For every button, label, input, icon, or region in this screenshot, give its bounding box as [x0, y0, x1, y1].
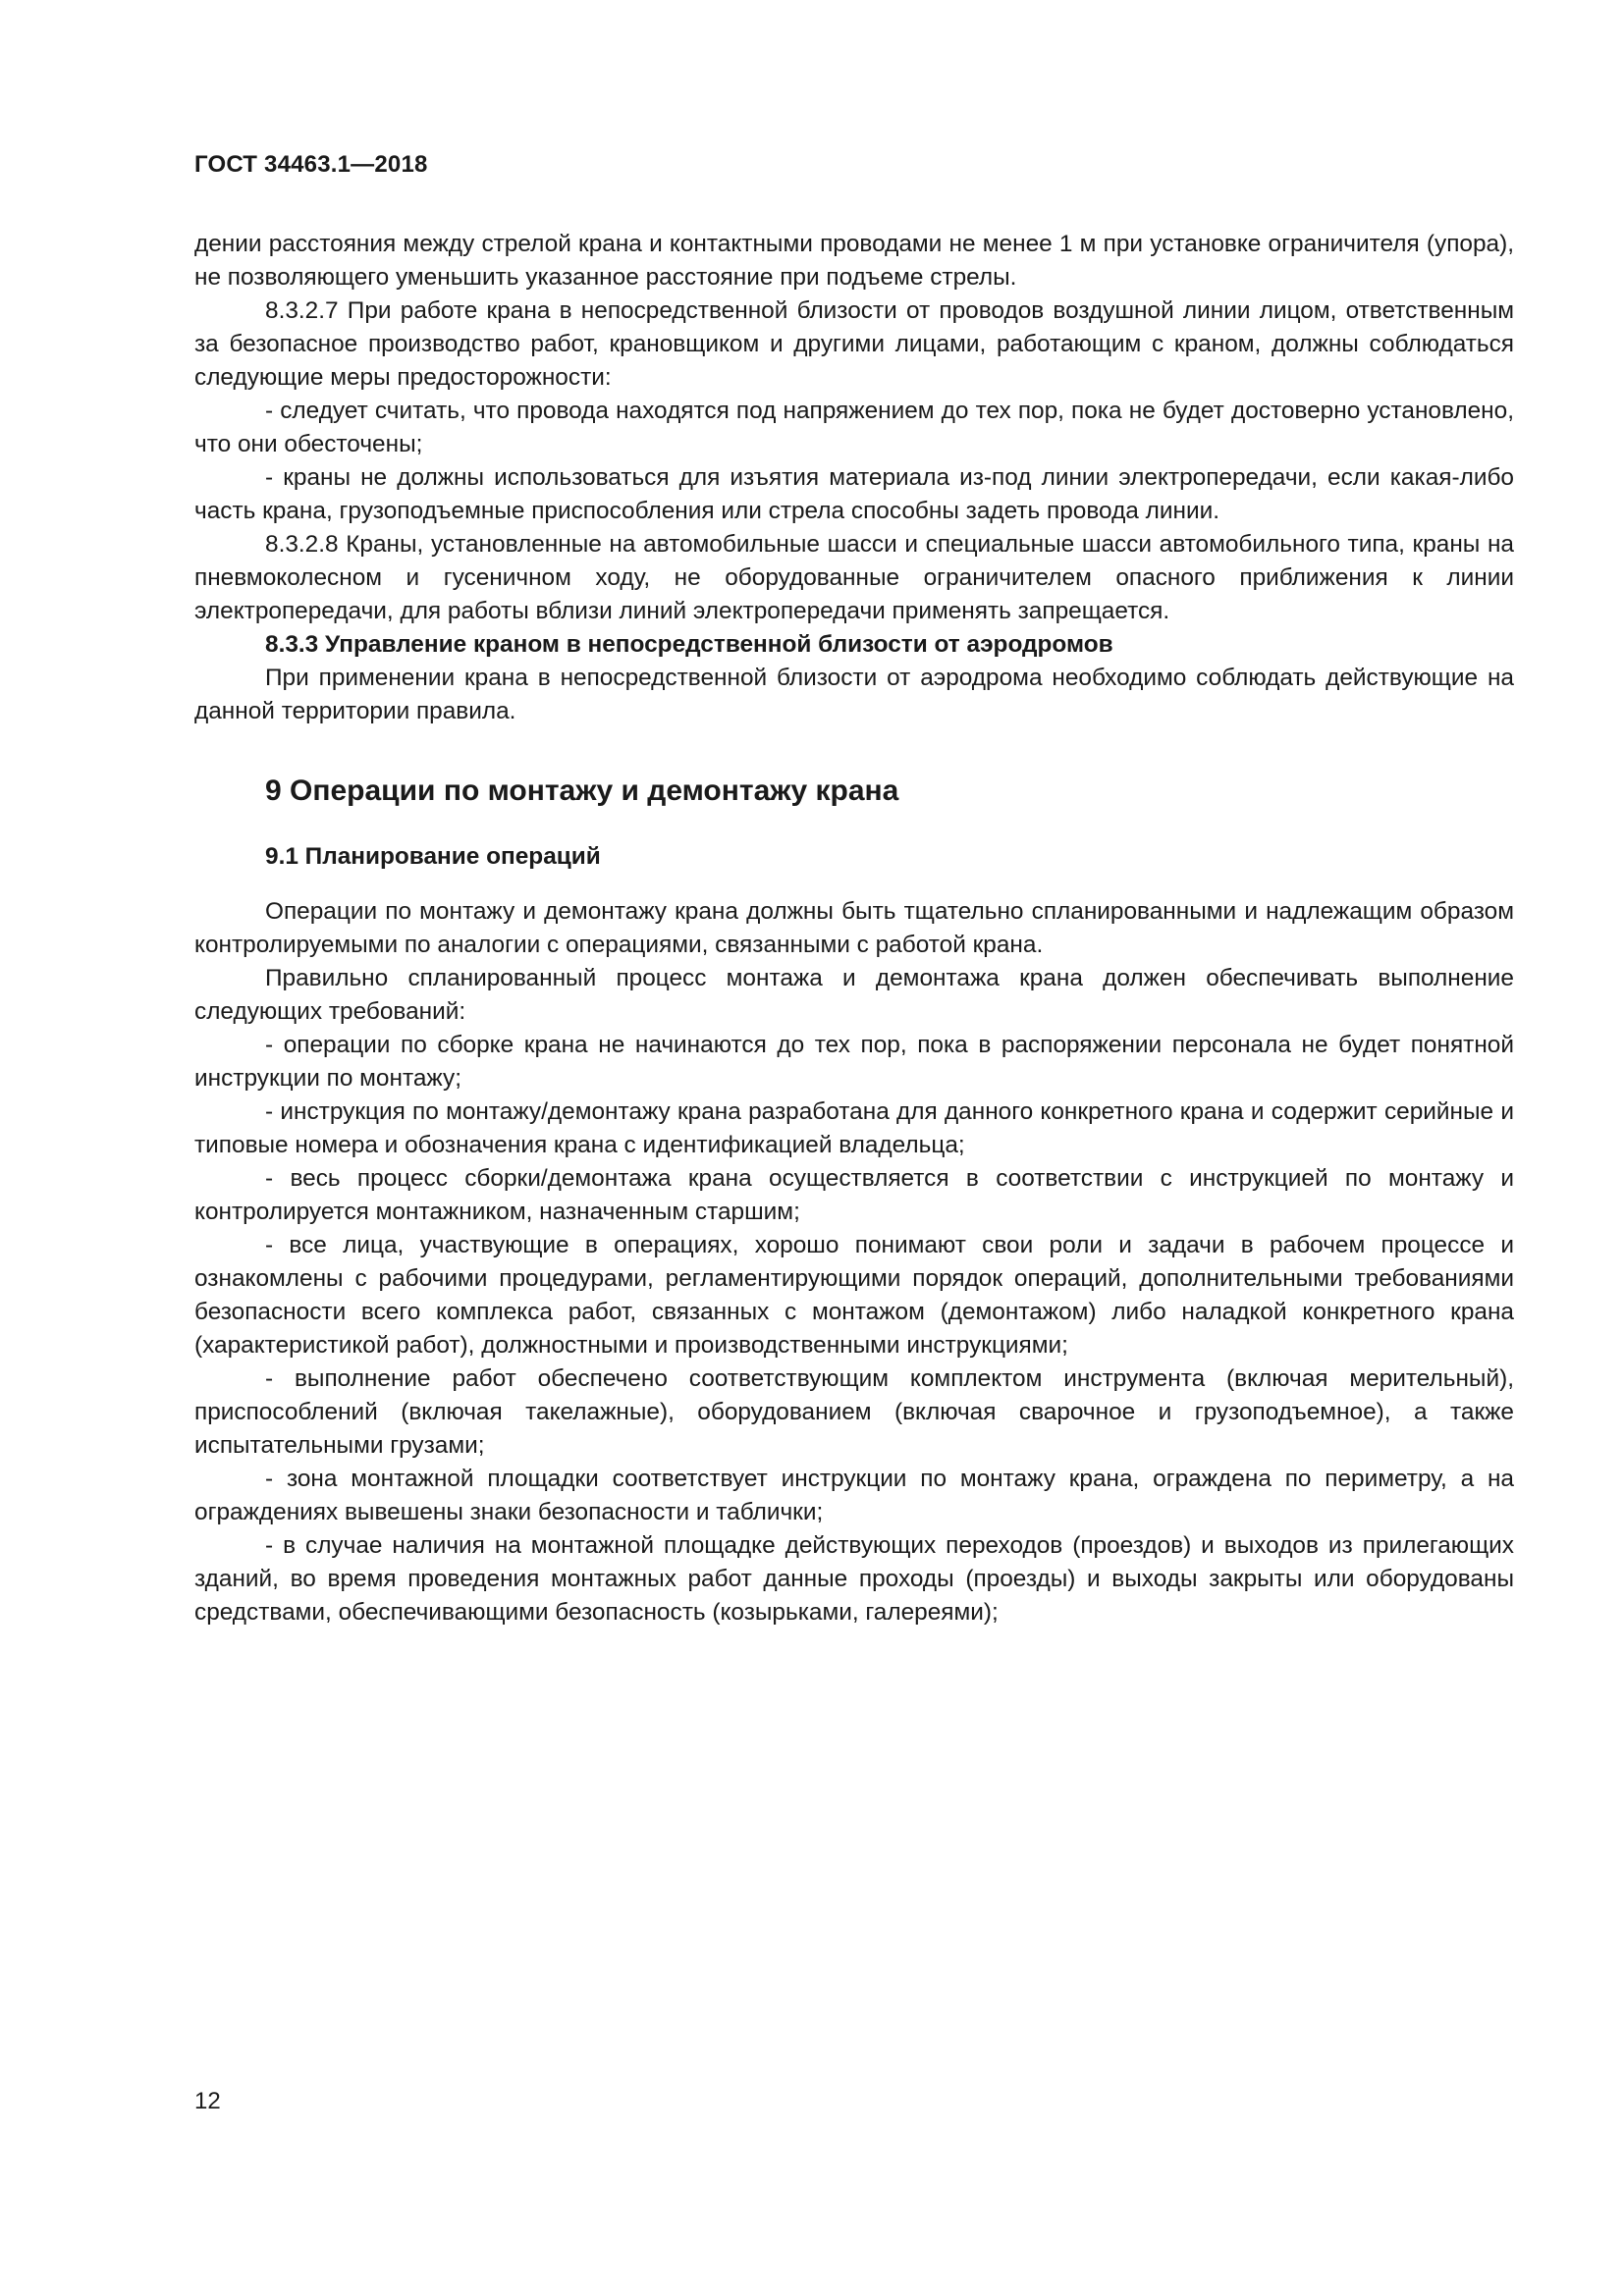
list-item: - весь процесс сборки/демонтажа крана осуществляется в соответствии с инструкцией по монтажу и контролируется монтажником, назначенным старшим;: [194, 1165, 1514, 1225]
list-item: - в случае наличия на монтажной площадке действующих переходов (проездов) и выходов из прилегающих зданий, во время проведения монтажных работ данные проходы (проезды) и выходы закрыты или оборудованы средствами, обеспечивающими безопасность (козырьками, галереями);: [194, 1532, 1514, 1626]
paragraph-planning: Операции по монтажу и демонтажу крана должны быть тщательно спланированными и надлежащим образом контролируемыми по аналогии с операциями, связанными с работой крана.: [194, 898, 1514, 958]
list-item: - зона монтажной площадки соответствует инструкции по монтажу крана, ограждена по периметру, а на ограждениях вывешены знаки безопасности и таблички;: [194, 1466, 1514, 1525]
paragraph-requirements-intro: Правильно спланированный процесс монтажа и демонтажа крана должен обеспечивать выполнение следующих требований:: [194, 965, 1514, 1025]
paragraph-continuation: дении расстояния между стрелой крана и контактными проводами не менее 1 м при установке ограничителя (упора), не позволяющего уменьшить указанное расстояние при подъеме стрелы.: [194, 231, 1514, 291]
list-item: - все лица, участвующие в операциях, хорошо понимают свои роли и задачи в рабочем процессе и ознакомлены с рабочими процедурами, регламентирующими порядок операций, дополнительными требованиями безопасности всего комплекса работ, связанных с монтажом (демонтажом) либо наладкой конкретного крана (характеристикой работ), должностными и производственными инструкциями;: [194, 1232, 1514, 1359]
section-title-9: 9 Операции по монтажу и демонтажу крана: [265, 774, 899, 807]
list-item: - следует считать, что провода находятся под напряжением до тех пор, пока не будет достоверно установлено, что они обесточены;: [194, 398, 1514, 457]
list-item: - инструкция по монтажу/демонтажу крана разработана для данного конкретного крана и содержит серийные и типовые номера и обозначения крана с идентификацией владельца;: [194, 1098, 1514, 1158]
page-content: [194, 228, 1514, 1629]
list-item: - выполнение работ обеспечено соответствующим комплектом инструмента (включая мерительный), приспособлений (включая такелажные), оборудованием (включая сварочное и грузоподъемное), а также испытательными грузами;: [194, 1365, 1514, 1459]
paragraph-8-3-2-8: 8.3.2.8 Краны, установленные на автомобильные шасси и специальные шасси автомобильного типа, краны на пневмоколесном и гусеничном ходу, не оборудованные ограничителем опасного приближения к линии электропередачи, для работы вблизи линий электропередачи применять запрещается.: [194, 531, 1514, 624]
clause-heading-8-3-3: 8.3.3 Управление краном в непосредственной близости от аэродромов: [265, 631, 1113, 658]
document-code-header: ГОСТ 34463.1—2018: [194, 151, 428, 178]
list-item: - операции по сборке крана не начинаются до тех пор, пока в распоряжении персонала не будет понятной инструкции по монтажу;: [194, 1032, 1514, 1092]
list-item: - краны не должны использоваться для изъятия материала из-под линии электропередачи, если какая-либо часть крана, грузоподъемные приспособления или стрела способны задеть провода линии.: [194, 464, 1514, 524]
paragraph-8-3-2-7: 8.3.2.7 При работе крана в непосредственной близости от проводов воздушной линии лицом, ответственным за безопасное производство работ, крановщиком и другими лицами, работающим с краном, должны соблюдаться следующие меры предосторожности:: [194, 297, 1514, 391]
page-number: 12: [194, 2088, 221, 2114]
subsection-title-9-1: 9.1 Планирование операций: [265, 843, 601, 870]
paragraph-aerodrome: При применении крана в непосредственной близости от аэродрома необходимо соблюдать действующие на данной территории правила.: [194, 665, 1514, 724]
